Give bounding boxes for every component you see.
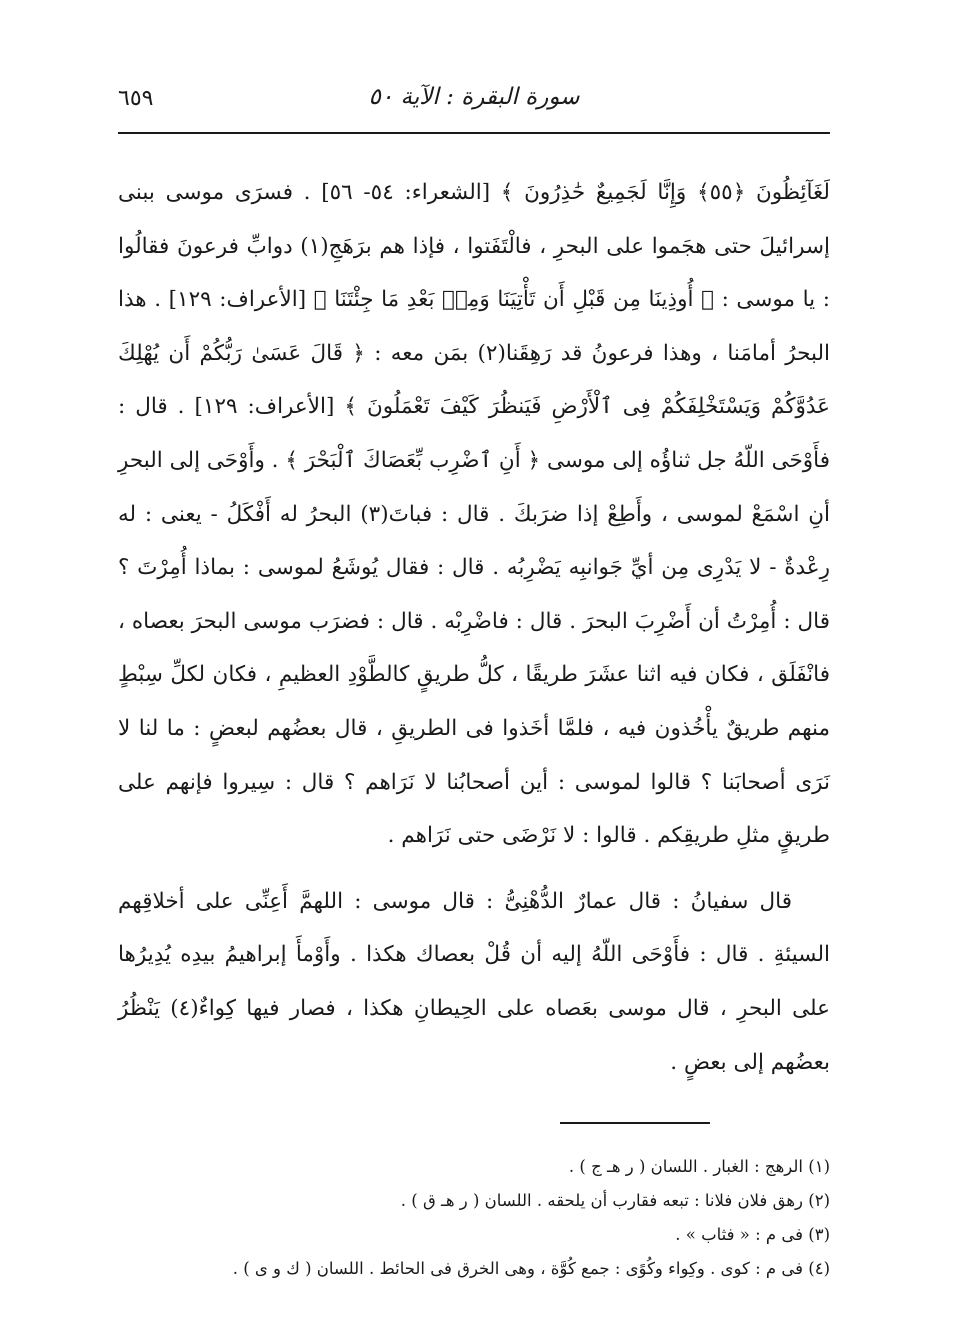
page-number: ٦٥٩ bbox=[118, 86, 154, 111]
footnote-4: (٤) فى م : كوى . وكِواء وكُوًى : جمع كُوَّة ، وهى الخرق فى الحائط . اللسان ( ك و ى ) . bbox=[232, 1259, 830, 1278]
paragraph-1: لَغَآئِظُونَ ﴿٥٥﴾ وَإِنَّا لَجَمِيعٌ حَٰذِرُونَ ﴾ [الشعراء: ٥٤- ٥٦] . فسرَى موسى ببنى إسرائيلَ حتى هجَموا على البحرِ ، فالْتَفَتوا ، فإذا هم برَهَجِ(١) دوابِّ فرعونَ فقالُوا : يا موسى : ﴿ أُوذِينَا مِن قَبْلِ أَن تَأْتِيَنَا وَمِنۢ بَعْدِ مَا جِئْتَنَا ﴾ [الأعراف: ١٢٩] . هذا البحرُ أمامَنا ، وهذا فرعونُ قد رَهِقَنا(٢) بمَن معه : ﴿ قَالَ عَسَىٰ رَبُّكُمْ أَن يُهْلِكَ عَدُوَّكُمْ وَيَسْتَخْلِفَكُمْ فِى ٱلْأَرْضِ فَيَنظُرَ كَيْفَ تَعْمَلُونَ ﴾ [الأعراف: ١٢٩] . قال : فأَوْحَى اللّهُ جل ثناؤُه إلى موسى ﴿ أَنِ ٱضْرِب بِّعَصَاكَ ٱلْبَحْرَ ﴾ . وأَوْحَى إلى البحرِ أنِ اسْمَعْ لموسى ، وأَطِعْ إذا ضرَبكَ . قال : فباتَ(٣) البحرُ له أَفْكَلُ - يعنى : له رِعْدةٌ - لا يَدْرِى مِن أيِّ جَوانبِه يَضْرِبُه . قال : فقال يُوشَعُ لموسى : بماذا أُمِرْتَ ؟ قال : أُمِرْتُ أن أَضْرِبَ البحرَ . قال : فاضْرِبْه . قال : فضرَب موسى البحرَ بعصاه ، فانْفَلَق ، فكان فيه اثنا عشَرَ طريقًا ، كلُّ طريقٍ كالطَّوْدِ العظيمِ ، فكان لكلِّ سِبْطٍ منهم طريقٌ يأْخُذون فيه ، فلمَّا أخَذوا فى الطريقِ ، قال بعضُهم لبعضٍ : ما لنا لا نَرَى أصحابَنا ؟ قالوا لموسى : أين أصحابُنا لا نَرَاهم ؟ قال : سِيروا فإنهم على طريقٍ مثلِ طريقِكم . قالوا : لا نَرْضَى حتى نَرَاهم . bbox=[118, 180, 830, 849]
main-text bbox=[118, 166, 830, 1089]
footnote-3: (٣) فى م : « فثاب » . bbox=[675, 1225, 830, 1244]
header-rule bbox=[118, 132, 830, 134]
footnotes bbox=[118, 1150, 830, 1286]
page-header bbox=[118, 80, 830, 126]
footnote-1: (١) الرهج : الغبار . اللسان ( ر هـ ج ) . bbox=[568, 1157, 830, 1176]
footnote-rule bbox=[560, 1122, 710, 1124]
paragraph-2: قال سفيانُ : قال عمارٌ الدُّهْنِىُّ : قال موسى : اللهمَّ أَعِنِّى على أخلاقِهم السيئةِ . قال : فأَوْحَى اللّهُ إليه أن قُلْ بعصاك هكذا . وأَوْمأَ إبراهيمُ بيدِه يُدِيرُها على البحرِ ، قال موسى بعَصاه على الحِيطانِ هكذا ، فصار فيها كِواءٌ(٤) يَنْظُرُ بعضُهم إلى بعضٍ . bbox=[118, 888, 830, 1075]
running-title: سورة البقرة : الآية ٥٠ bbox=[368, 84, 580, 110]
footnote-2: (٢) رهق فلان فلانا : تبعه فقارب أن يلحقه . اللسان ( ر هـ ق ) . bbox=[400, 1191, 830, 1210]
